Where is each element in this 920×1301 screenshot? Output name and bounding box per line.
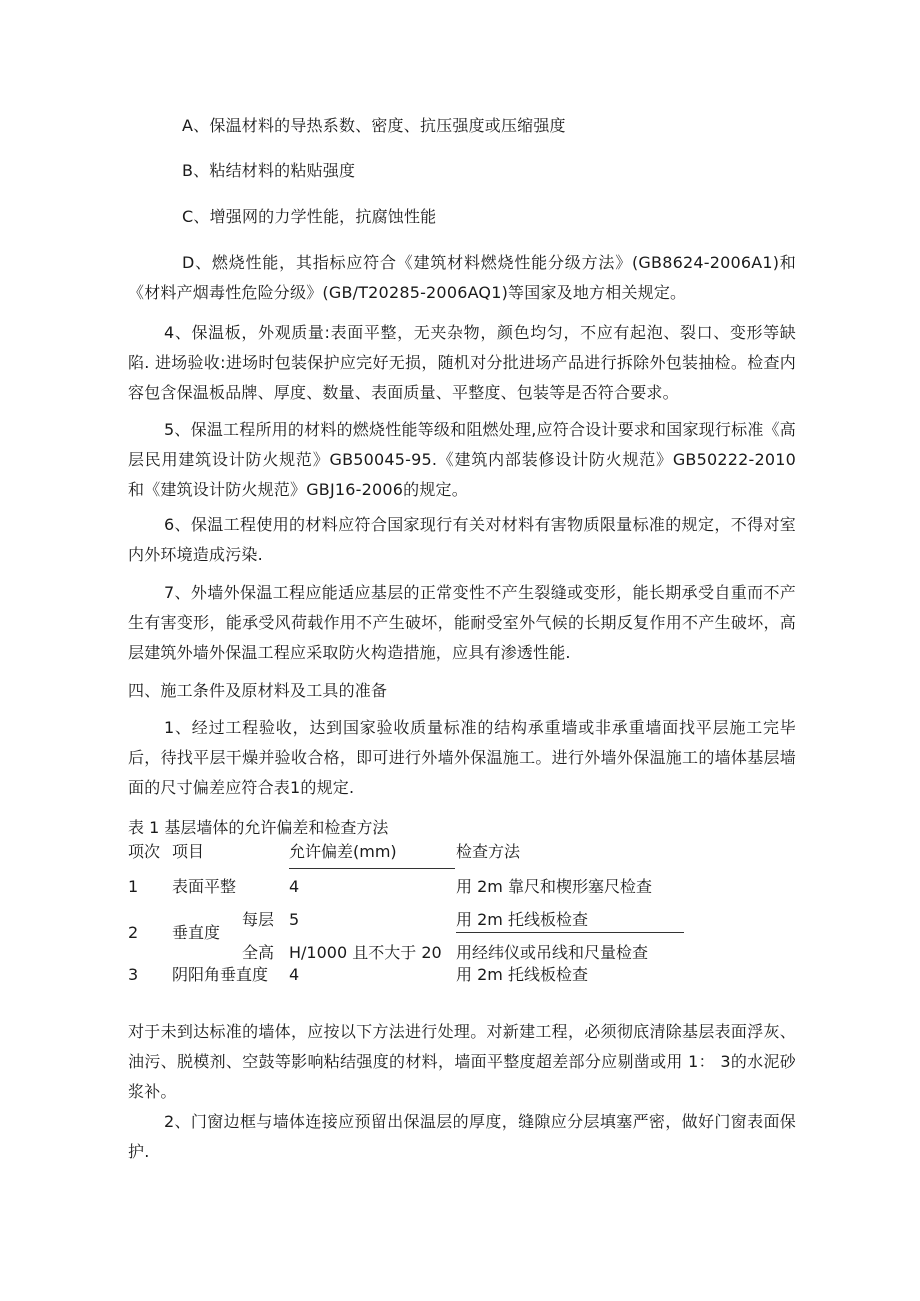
- table-row-2-no: 2: [128, 923, 139, 942]
- table-row-2-tol2: H/1000 且不大于 20: [289, 943, 442, 962]
- list-item-d: D、燃烧性能，其指标应符合《建筑材料燃烧性能分级方法》(GB8624-2006A1)和《材料产烟毒性危险分级》(GB/T20285-2006AQ1)等国家及地方相关规定。: [128, 253, 796, 302]
- table-row-1-method: 用 2m 靠尺和楔形塞尺检查: [456, 877, 652, 896]
- table-row-3-no: 3: [128, 965, 139, 984]
- table-rule: [456, 932, 684, 933]
- paragraph-5: 5、保温工程所用的材料的燃烧性能等级和阻燃处理,应符合设计要求和国家现行标准《高层民用建筑设计防火规范》GB50045-95.《建筑内部装修设计防火规范》GB50222-2010和《建筑设计防火规范》GBJ16-2006的规定。: [128, 420, 796, 499]
- table-row-1-tolerance: 4: [289, 877, 300, 896]
- table-row-2-method2: 用经纬仪或吊线和尺量检查: [456, 943, 649, 962]
- paragraph-after-table: 对于未到达标准的墙体，应按以下方法进行处理。对新建工程，必须彻底清除基层表面浮灰、油污、脱模剂、空鼓等影响粘结强度的材料，墙面平整度超差部分应剔凿或用 1： 3的水泥砂浆补。: [128, 1022, 796, 1101]
- table-row-1-no: 1: [128, 877, 139, 896]
- list-item-a: A、保温材料的导热系数、密度、抗压强度或压缩强度: [182, 116, 566, 135]
- table-caption: 表 1 基层墙体的允许偏差和检查方法: [128, 818, 389, 837]
- paragraph-7: 7、外墙外保温工程应能适应基层的正常变性不产生裂缝或变形，能长期承受自重而不产生有害变形，能承受风荷载作用不产生破坏，能耐受室外气候的长期反复作用不产生破坏，高层建筑外墙外保温工程应采取防火构造措施，应具有渗透性能.: [128, 583, 796, 662]
- table-header-no: 项次: [128, 842, 161, 861]
- table-row-3-method: 用 2m 托线板检查: [456, 965, 588, 984]
- table-header-tolerance: 允许偏差(mm): [289, 842, 397, 861]
- table-header-item: 项目: [172, 842, 205, 861]
- table-row-2-item: 垂直度: [172, 923, 221, 942]
- table-row-3-tolerance: 4: [289, 965, 300, 984]
- paragraph-s2: 2、门窗边框与墙体连接应预留出保温层的厚度，缝隙应分层填塞严密，做好门窗表面保护.: [128, 1112, 796, 1161]
- table-header-method: 检查方法: [456, 842, 521, 861]
- table-row-2-sub1: 每层: [242, 910, 275, 929]
- paragraph-6: 6、保温工程使用的材料应符合国家现行有关对材料有害物质限量标准的规定，不得对室内外环境造成污染.: [128, 515, 796, 564]
- list-item-c: C、增强网的力学性能，抗腐蚀性能: [182, 207, 437, 226]
- table-row-2-method1: 用 2m 托线板检查: [456, 910, 588, 929]
- list-item-b: B、粘结材料的粘贴强度: [182, 161, 356, 180]
- table-row-2-sub2: 全高: [242, 943, 275, 962]
- paragraph-s1: 1、经过工程验收，达到国家验收质量标准的结构承重墙或非承重墙面找平层施工完毕后，待找平层干燥并验收合格，即可进行外墙外保温施工。进行外墙外保温施工的墙体基层墙面的尺寸偏差应符合表1的规定.: [128, 718, 796, 797]
- table-row-3-item: 阴阳角垂直度: [172, 965, 269, 984]
- section-heading: 四、施工条件及原材料及工具的准备: [128, 681, 388, 700]
- table-rule: [289, 868, 455, 869]
- paragraph-4: 4、保温板，外观质量:表面平整，无夹杂物，颜色均匀，不应有起泡、裂口、变形等缺陷. 进场验收:进场时包装保护应完好无损，随机对分批进场产品进行拆除外包装抽检。检查内容包含保温板品牌、厚度、数量、表面质量、平整度、包装等是否符合要求。: [128, 323, 796, 402]
- table-row-1-item: 表面平整: [172, 877, 237, 896]
- table-row-2-tol1: 5: [289, 910, 300, 929]
